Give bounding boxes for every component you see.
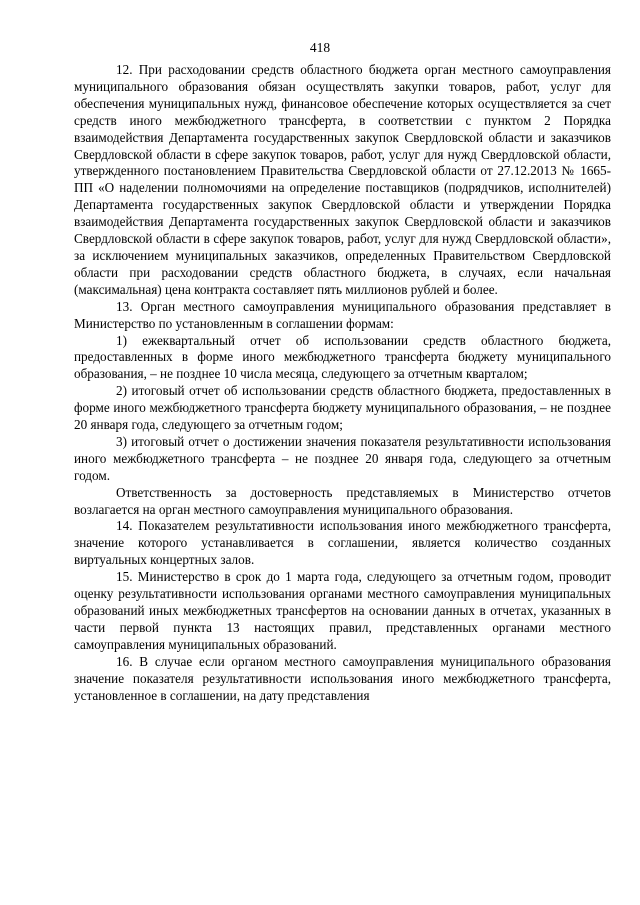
paragraph-responsibility: Ответственность за достоверность представляемых в Министерство отчетов возлагается на орган местного самоуправления муниципального образования. <box>74 484 611 517</box>
list-item-final-funds-report: 2) итоговый отчет об использовании средств областного бюджета, предоставленных в форме иного межбюджетного трансферта бюджету муниципального образования, – не позднее 20 января года, следующего за отчетным годом; <box>74 383 611 433</box>
page-number: 418 <box>309 40 331 55</box>
paragraph-16: 16. В случае если органом местного самоуправления муниципального образования значение показателя результативности использования иного межбюджетного трансферта, установленное в соглашении, на дату представления <box>74 653 611 703</box>
paragraph-13: 13. Орган местного самоуправления муниципального образования представляет в Министерство по установленным в соглашении формам: <box>74 298 611 331</box>
paragraph-12: 12. При расходовании средств областного бюджета орган местного самоуправления муниципального образования обязан осуществлять закупки товаров, работ, услуг для обеспечения муниципальных нужд, финансовое обеспечение которых осуществляется за счет средств иного межбюджетного трансферта, в соответствии с пунктом 2 Порядка взаимодействия Департамента государственных закупок Свердловской области и заказчиков Свердловской области в сфере закупок товаров, работ, услуг для нужд Свердловской области, утвержденного постановлением Правительства Свердловской области от 27.12.2013 № 1665-ПП «О наделении полномочиями на определение поставщиков (подрядчиков, исполнителей) Департамента государственных закупок Свердловской области и утверждении Порядка взаимодействия Департамента государственных закупок Свердловской области и заказчиков Свердловской области в сфере закупок товаров, работ, услуг для нужд Свердловской области», за исключением муниципальных заказчиков, определенных Правительством Свердловской области при расходовании средств областного бюджета, в случаях, если начальная (максимальная) цена контракта составляет пять миллионов рублей и более. <box>74 62 611 297</box>
list-item-quarterly-report: 1) ежеквартальный отчет об использовании средств областного бюджета, предоставленных в форме иного межбюджетного трансферта бюджету муниципального образования, – не позднее 10 числа месяца, следующего за отчетным кварталом; <box>74 332 611 382</box>
paragraph-15: 15. Министерство в срок до 1 марта года, следующего за отчетным годом, проводит оценку результативности использования органами местного самоуправления муниципальных образований иных межбюджетных трансфертов на основании данных в отчетах, указанных в части первой пункта 13 настоящих правил, представленных органами местного самоуправления муниципальных образований. <box>74 569 611 652</box>
list-item-final-indicator-report: 3) итоговый отчет о достижении значения показателя результативности использования иного межбюджетного трансферта – не позднее 20 января года, следующего за отчетным годом. <box>74 433 611 483</box>
paragraph-14: 14. Показателем результативности использования иного межбюджетного трансферта, значение которого устанавливается в соглашении, является количество созданных виртуальных концертных залов. <box>74 518 611 568</box>
document-body <box>74 62 611 704</box>
